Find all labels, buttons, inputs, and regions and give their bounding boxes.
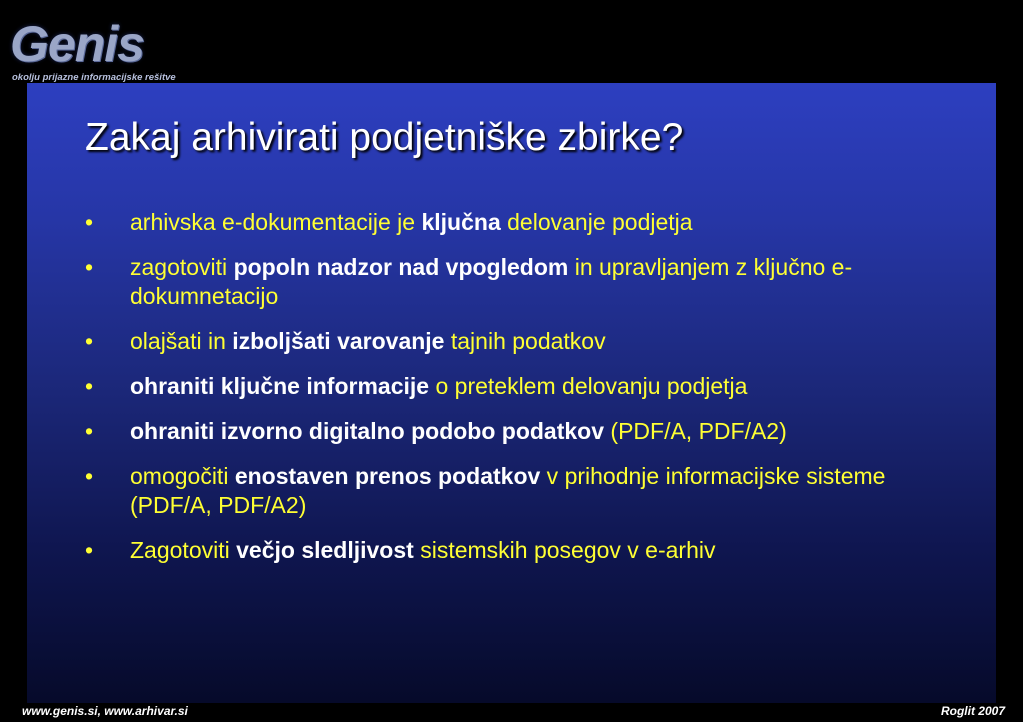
bullet-emphasis: ključna: [421, 209, 501, 235]
bullet-text: olajšati in: [130, 328, 233, 354]
bullet-item: [85, 208, 965, 237]
bullet-text: sistemskih posegov v e-arhiv: [413, 537, 716, 563]
bullet-emphasis: enostaven prenos podatkov: [234, 463, 541, 489]
bullet-item: [85, 327, 965, 356]
bullet-dot: •: [85, 463, 94, 489]
bullet-text: omogočiti: [130, 463, 235, 489]
footer-credit: Roglit 2007: [940, 704, 1005, 718]
slide-title: Zakaj arhivirati podjetniške zbirke?: [85, 116, 684, 159]
bullet-dot: •: [85, 209, 94, 235]
bullet-dot: •: [85, 373, 94, 399]
bullet-text: Zagotoviti: [130, 537, 237, 563]
bullet-dot: •: [85, 418, 94, 444]
logo-wordmark: Genis: [10, 16, 144, 72]
bullet-item: [85, 417, 965, 446]
bullet-item: [85, 462, 965, 520]
bullet-emphasis: ohraniti izvorno digitalno podobo podatkov: [130, 418, 605, 444]
bullet-dot: •: [85, 328, 94, 354]
bullet-text: o preteklem delovanju podjetja: [429, 373, 748, 399]
bullet-text: arhivska e-dokumentacije je: [130, 209, 422, 235]
slide-panel: [27, 83, 996, 703]
bullet-emphasis: večjo sledljivost: [236, 537, 414, 563]
bullet-dot: •: [85, 254, 94, 280]
bullet-emphasis: popoln nadzor nad vpogledom: [233, 254, 569, 280]
bullet-emphasis: izboljšati varovanje: [232, 328, 445, 354]
footer-websites: www.genis.si, www.arhivar.si: [22, 704, 188, 718]
logo-tagline: okolju prijazne informacijske rešitve: [12, 72, 176, 83]
bullet-dot: •: [85, 537, 94, 563]
bullet-emphasis: ohraniti ključne informacije: [130, 373, 430, 399]
bullet-item: [85, 536, 965, 565]
bullet-text: v prihodnje informacijske sisteme (PDF/A, PDF/A2): [130, 463, 886, 518]
bullet-text: tajnih podatkov: [444, 328, 606, 354]
bullet-item: [85, 253, 965, 311]
bullet-list: [85, 208, 965, 581]
bullet-text: in upravljanjem z ključno e-dokumnetacijo: [130, 254, 853, 309]
genis-logo: [10, 18, 200, 70]
bullet-text: (PDF/A, PDF/A2): [604, 418, 787, 444]
bullet-text: zagotoviti: [130, 254, 234, 280]
bullet-text: delovanje podjetja: [500, 209, 693, 235]
bullet-item: [85, 372, 965, 401]
